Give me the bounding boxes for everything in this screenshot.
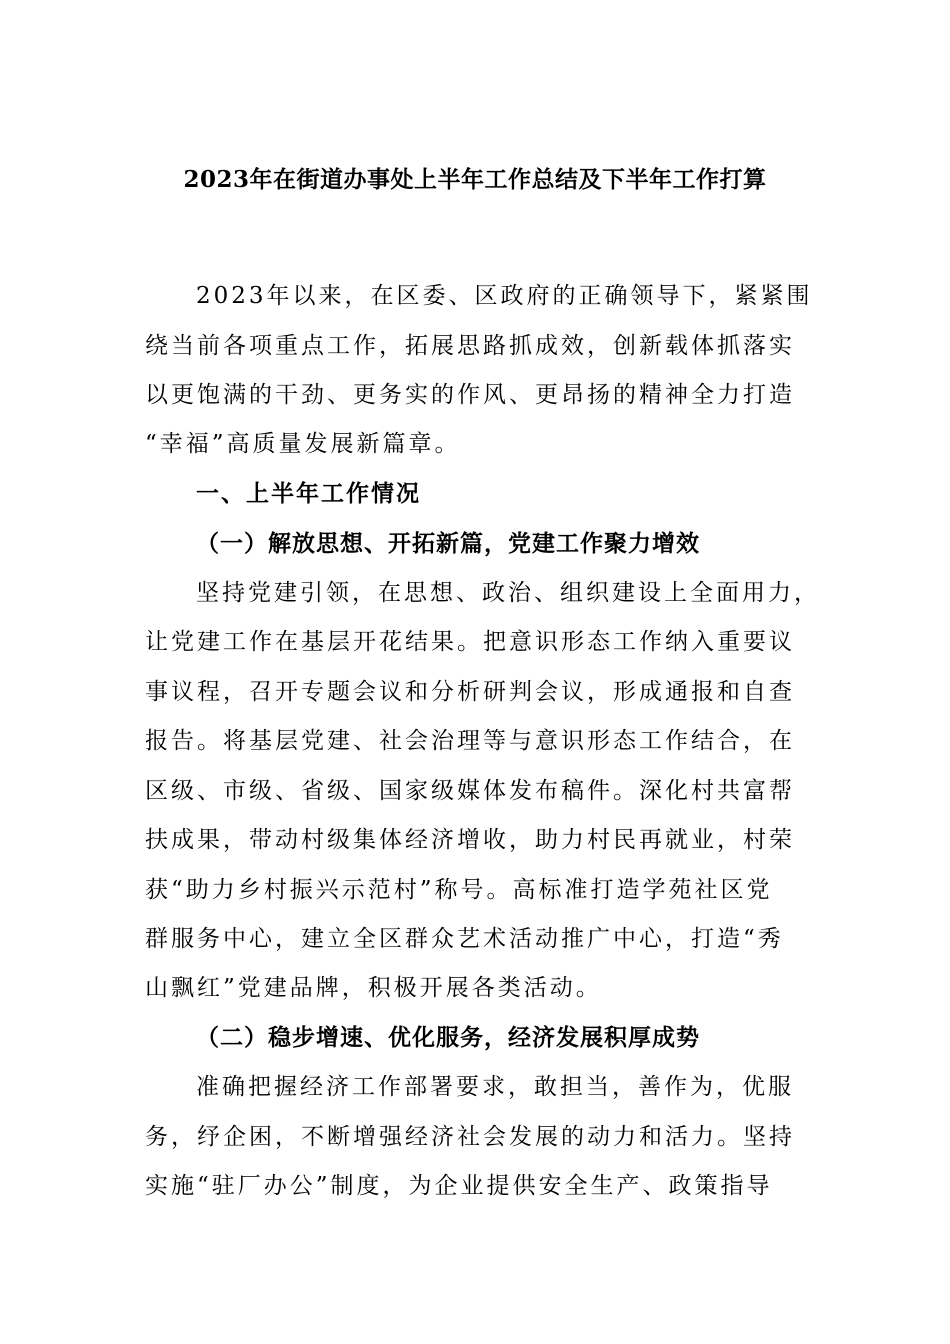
intro-line-1: 2023年以来，在区委、区政府的正确领导下，紧紧围	[196, 283, 813, 309]
document-title: 2023年在街道办事处上半年工作总结及下半年工作打算	[183, 166, 767, 193]
section-heading-1: 一、上半年工作情况	[196, 480, 421, 507]
body-line: 让党建工作在基层开花结果。把意识形态工作纳入重要议	[145, 629, 795, 655]
body-line: 实施“驻厂办公”制度，为企业提供安全生产、政策指导	[145, 1173, 773, 1199]
body-line: 扶成果，带动村级集体经济增收，助力村民再就业，村荣	[145, 827, 795, 853]
body-line: 坚持党建引领，在思想、政治、组织建设上全面用力，	[196, 580, 820, 606]
intro-line-4: “幸福”高质量发展新篇章。	[145, 431, 461, 457]
body-line: 准确把握经济工作部署要求，敢担当，善作为，优服	[196, 1074, 794, 1100]
body-line: 获“助力乡村振兴示范村”称号。高标准打造学苑社区党	[145, 877, 773, 903]
body-line: 务，纾企困，不断增强经济社会发展的动力和活力。坚持	[145, 1124, 795, 1150]
intro-line-2: 绕当前各项重点工作，拓展思路抓成效，创新载体抓落实	[145, 333, 795, 359]
body-line: 事议程，召开专题会议和分析研判会议，形成通报和自查	[145, 679, 795, 705]
subsection-heading-1: （一）解放思想、开拓新篇，党建工作聚力增效	[196, 530, 700, 557]
body-line: 群服务中心，建立全区群众艺术活动推广中心，打造“秀	[145, 926, 784, 952]
body-line: 区级、市级、省级、国家级媒体发布稿件。深化村共富帮	[145, 778, 795, 804]
body-line: 山飘红”党建品牌，积极开展各类活动。	[145, 975, 602, 1001]
subsection-heading-2: （二）稳步增速、优化服务，经济发展积厚成势	[196, 1024, 700, 1051]
intro-line-3: 以更饱满的干劲、更务实的作风、更昂扬的精神全力打造	[145, 382, 795, 408]
body-line: 报告。将基层党建、社会治理等与意识形态工作结合，在	[145, 728, 795, 754]
